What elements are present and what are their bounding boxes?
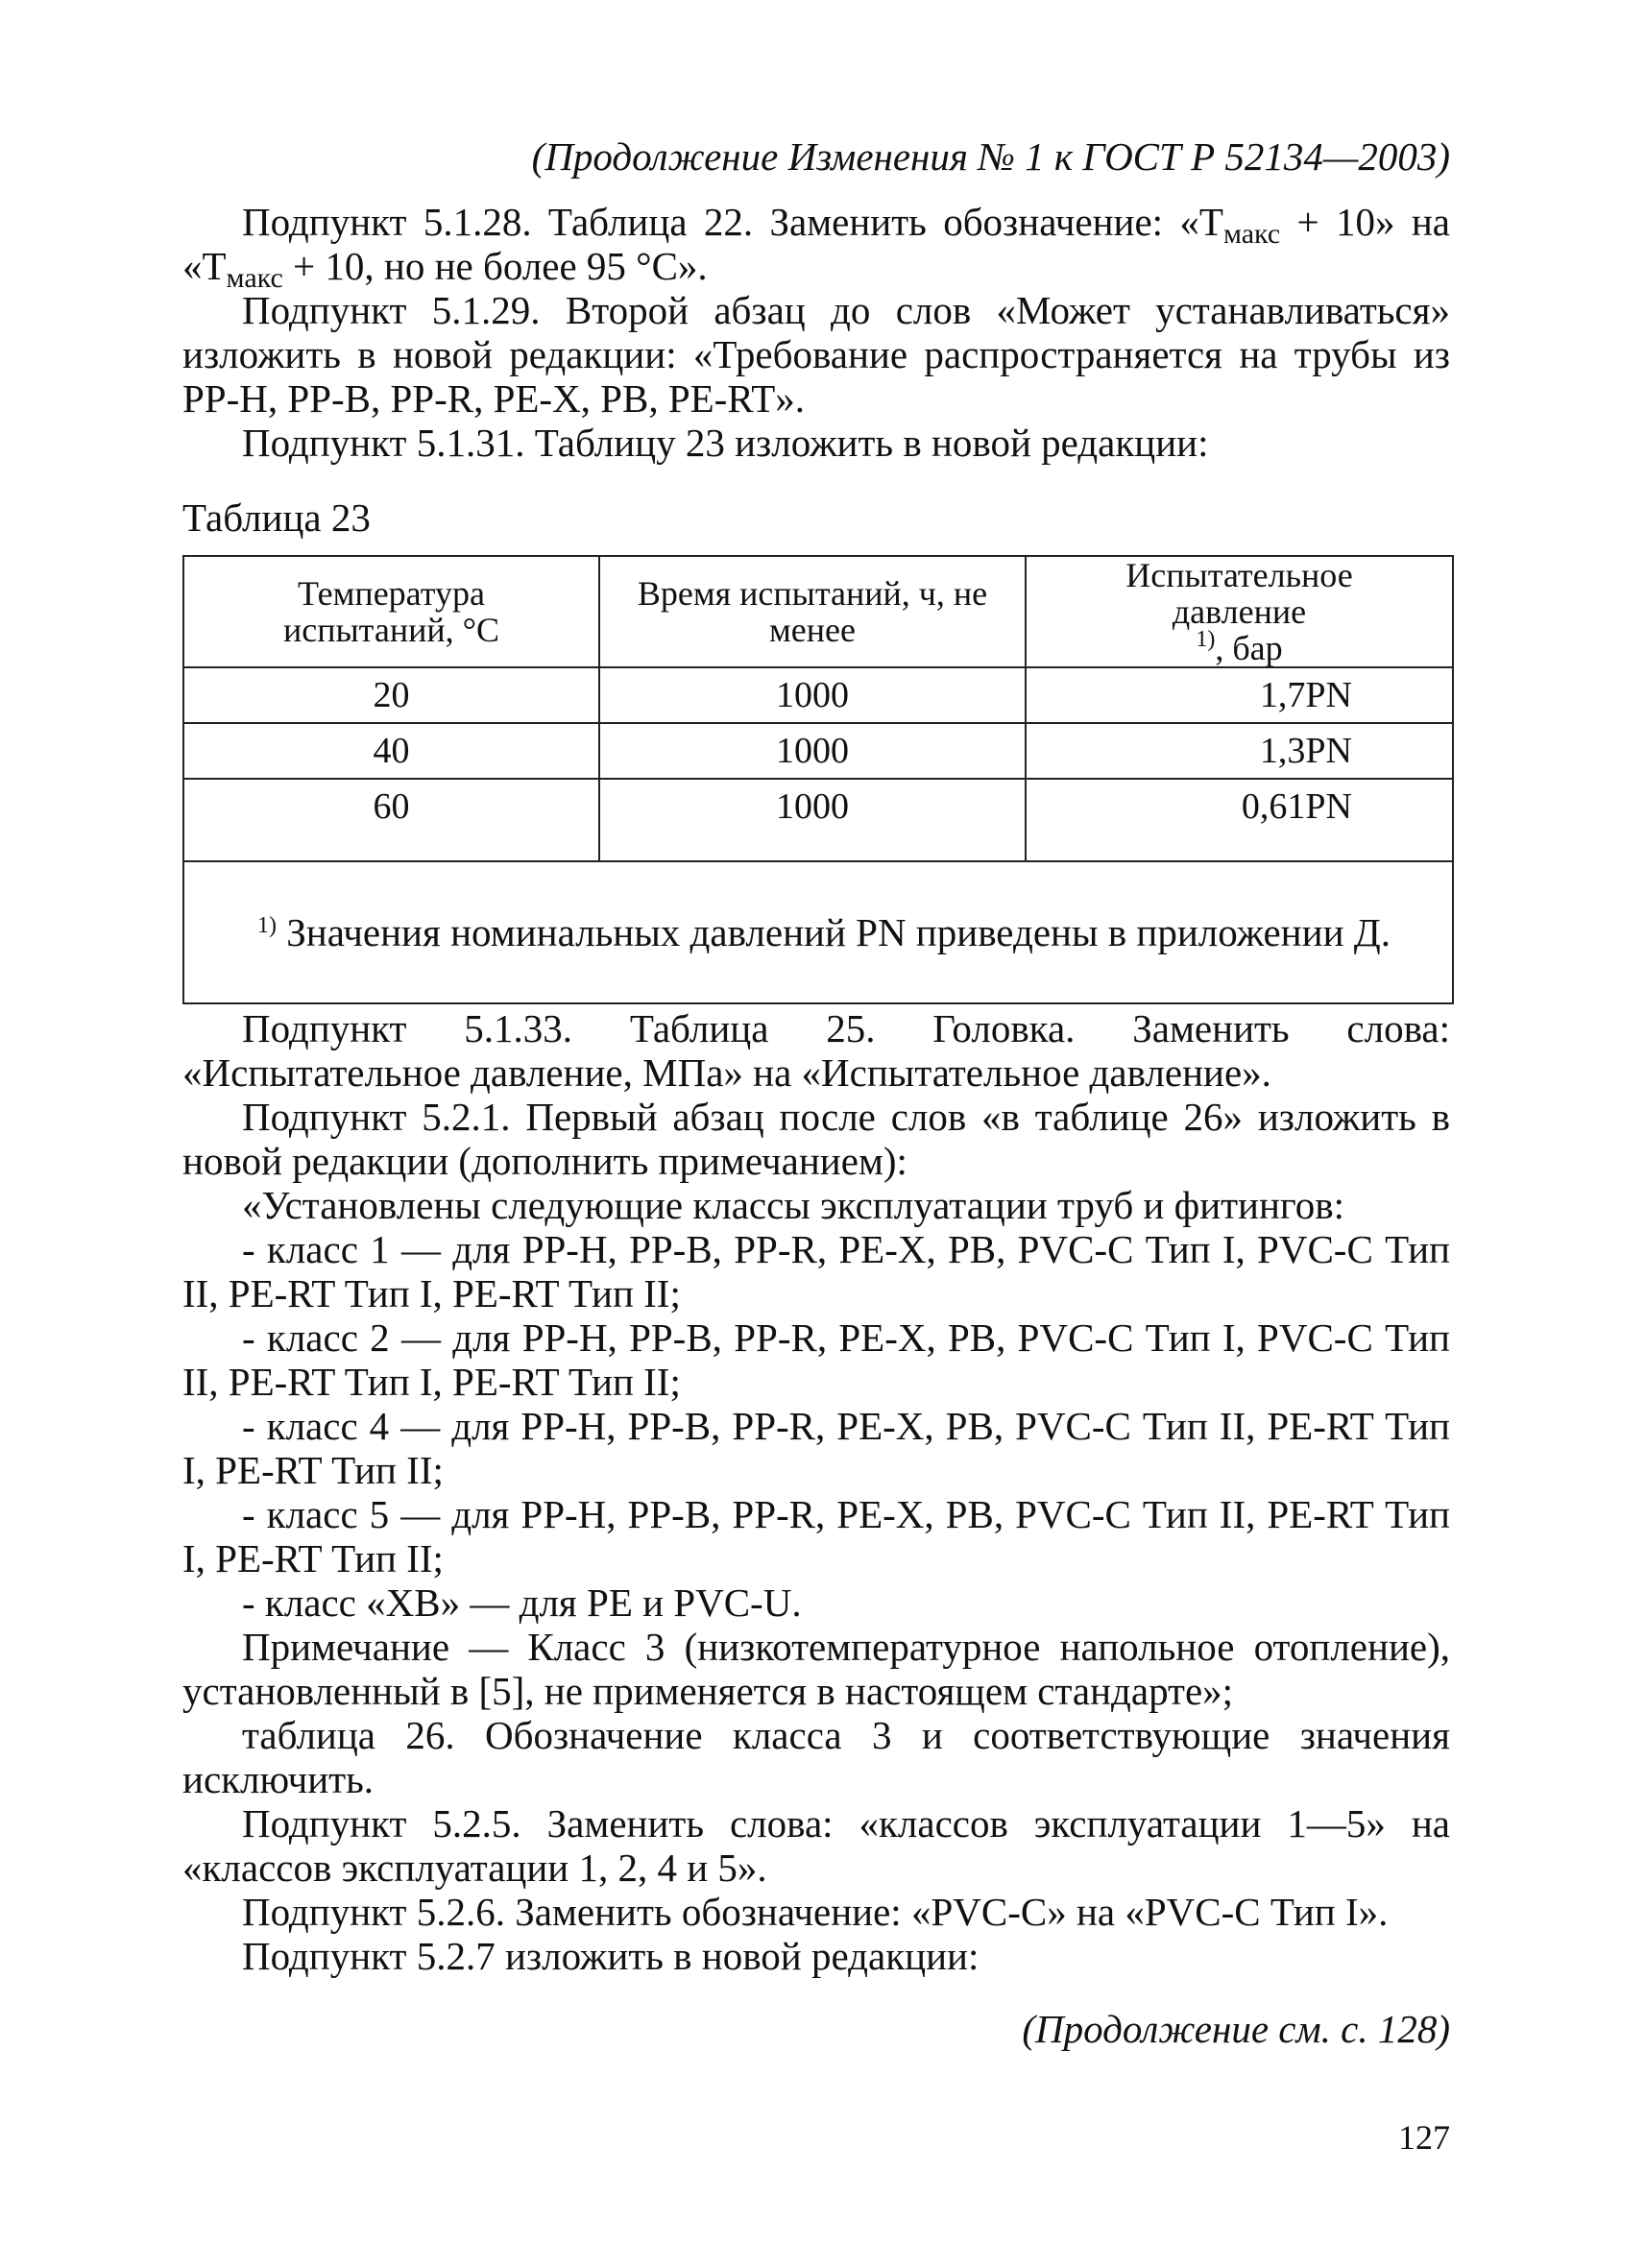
class-5-item: - класс 5 — для PP-H, PP-B, PP-R, PE-X, PB, PVC-C Тип II, PE-RT Тип I, PE-RT Тип II; bbox=[182, 1492, 1450, 1580]
column-header-time: Время испытаний, ч, не менее bbox=[599, 556, 1026, 667]
paragraph-5-2-5: Подпункт 5.2.5. Заменить слова: «классов эксплуатации 1—5» на «классов эксплуатации 1, 2, 4 и 5». bbox=[182, 1801, 1450, 1890]
table-caption: Таблица 23 bbox=[182, 495, 371, 540]
paragraph-5-1-33: Подпункт 5.1.33. Таблица 25. Головка. Заменить слова: «Испытательное давление, МПа» на «Испытательное давление». bbox=[182, 1006, 1450, 1095]
cell-pressure: 1,3PN bbox=[1026, 723, 1453, 779]
table-row bbox=[183, 723, 1453, 779]
cell-time: 1000 bbox=[599, 723, 1026, 779]
paragraph-5-2-7: Подпункт 5.2.7 изложить в новой редакции: bbox=[242, 1934, 980, 1978]
paragraph-5-2-6: Подпункт 5.2.6. Заменить обозначение: «PVC-C» на «PVC-C Тип I». bbox=[242, 1890, 1389, 1934]
cell-pressure: 1,7PN bbox=[1026, 667, 1453, 723]
class-xb-item: - класс «XB» — для PE и PVC-U. bbox=[242, 1580, 802, 1625]
running-header: (Продолжение Изменения № 1 к ГОСТ Р 52134—2003) bbox=[531, 134, 1450, 179]
paragraph-5-2-1: Подпункт 5.2.1. Первый абзац после слов «в таблице 26» изложить в новой редакции (дополнить примечанием): bbox=[182, 1095, 1450, 1183]
class-1-item: - класс 1 — для PP-H, PP-B, PP-R, PE-X, PB, PVC-C Тип I, PVC-C Тип II, PE-RT Тип I, PE-RT Тип II; bbox=[182, 1227, 1450, 1315]
page-number: 127 bbox=[1398, 2118, 1450, 2157]
paragraph-5-1-31: Подпункт 5.1.31. Таблицу 23 изложить в новой редакции: bbox=[242, 421, 1209, 465]
table-row bbox=[183, 667, 1453, 723]
table-row bbox=[183, 779, 1453, 861]
class-4-item: - класс 4 — для PP-H, PP-B, PP-R, PE-X, PB, PVC-C Тип II, PE-RT Тип I, PE-RT Тип II; bbox=[182, 1404, 1450, 1492]
cell-temperature: 60 bbox=[183, 779, 599, 861]
table-23 bbox=[182, 555, 1454, 1004]
column-header-pressure: Испытательное давление $^{1)}$, бар bbox=[1026, 556, 1453, 667]
table-footnote-row bbox=[183, 861, 1453, 1003]
column-header-temperature: Температура испытаний, °С bbox=[183, 556, 599, 667]
class-2-item: - класс 2 — для PP-H, PP-B, PP-R, PE-X, PB, PVC-C Тип I, PVC-C Тип II, PE-RT Тип I, PE-RT Тип II; bbox=[182, 1315, 1450, 1404]
cell-temperature: 20 bbox=[183, 667, 599, 723]
paragraph-5-1-28: Подпункт 5.1.28. Таблица 22. Заменить обозначение: «$T_{макс} + 10$» на «$T_{макс} + 10$, но не более 95 °С». bbox=[182, 200, 1450, 294]
cell-time: 1000 bbox=[599, 779, 1026, 861]
continuation-note: (Продолжение см. с. 128) bbox=[1022, 2007, 1450, 2051]
note-paragraph: Примечание — Класс 3 (низкотемпературное напольное отопление), установленный в [5], не применяется в настоящем стандарте»; bbox=[182, 1625, 1450, 1713]
intro-paragraphs bbox=[182, 200, 1450, 465]
table-header-row bbox=[183, 556, 1453, 667]
cell-temperature: 40 bbox=[183, 723, 599, 779]
paragraph-5-1-29: Подпункт 5.1.29. Второй абзац до слов «Может устанавливаться» изложить в новой редакции: «Требование распространяется на трубы из PP-H, PP-B, PP-R, PE-X, PB, PE-RT». bbox=[182, 288, 1450, 421]
main-text bbox=[182, 1006, 1450, 1978]
cell-pressure: 0,61PN bbox=[1026, 779, 1453, 861]
table-footnote: $^{1)}$ Значения номинальных давлений PN приведены в приложении Д. bbox=[183, 861, 1453, 1003]
classes-intro: «Установлены следующие классы эксплуатации труб и фитингов: bbox=[242, 1183, 1344, 1227]
cell-time: 1000 bbox=[599, 667, 1026, 723]
table-26-paragraph: таблица 26. Обозначение класса 3 и соответствующие значения исключить. bbox=[182, 1713, 1450, 1801]
